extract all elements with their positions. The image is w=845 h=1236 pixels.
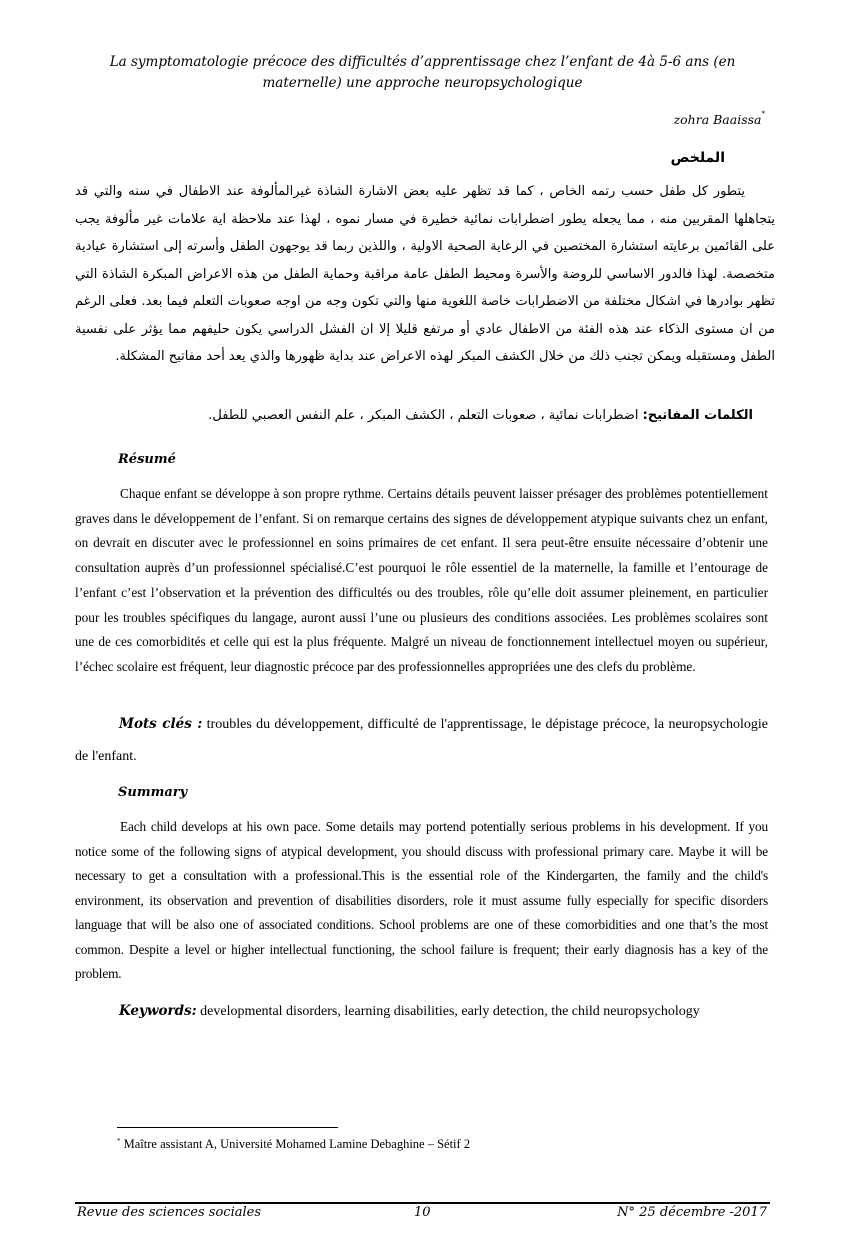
footnote-mark: * <box>117 1137 121 1145</box>
footnote-text: Maître assistant A, Université Mohamed Lamine Debaghine – Sétif 2 <box>120 1137 471 1151</box>
arabic-abstract-heading: الملخص <box>670 150 725 166</box>
english-keywords-label: Keywords: <box>119 1003 197 1019</box>
footnote-divider <box>117 1127 338 1128</box>
author-footnote-mark: * <box>761 110 765 118</box>
footer-issue: N° 25 décembre -2017 <box>617 1205 767 1220</box>
author-name-text: zohra Baaissa <box>673 112 762 127</box>
author-name <box>674 112 765 127</box>
french-abstract-heading: Résumé <box>118 452 176 467</box>
english-keywords-text: developmental disorders, learning disabilities, early detection, the child neuropsychology <box>196 1004 700 1019</box>
arabic-keywords <box>208 408 753 423</box>
arabic-keywords-text: اضطرابات نمائية ، صعوبات التعلم ، الكشف المبكر ، علم النفس العصبي للطفل. <box>208 408 643 423</box>
english-keywords <box>75 995 768 1028</box>
french-keywords-label: Mots clés : <box>119 716 203 732</box>
english-abstract-body: Each child develops at his own pace. Some details may portend potentially serious problems in his development. If you notice some of the following signs of atypical development, you should discuss with professional primary care. Maybe it will be necessary to get a consultation with a professional.This is the essential role of the Kindergarten, the family and the child's environment, its observation and prevention of disabilities disorders, role it must assume fully especially for specific disorders language that will be also one of associated conditions. School problems are one of these comorbidities and one that’s the most common. Despite a level or higher intellectual functioning, the school failure is frequent; their early diagnosis has a key of the problem. <box>75 819 768 981</box>
footnote <box>117 1137 470 1152</box>
paper-title: La symptomatologie précoce des difficultés d’apprentissage chez l’enfant de 4à 5-6 ans (en maternelle) une approche neuropsychologique <box>109 54 736 91</box>
footer-divider <box>75 1202 770 1204</box>
english-abstract-heading: Summary <box>118 785 188 800</box>
french-keywords <box>75 708 768 773</box>
arabic-abstract-body: يتطور كل طفل حسب رتمه الخاص ، كما قد تظهر عليه بعض الاشارة الشاذة غيرالمألوفة عند الاطفال في سنه والتي قد يتجاهلها المقربين منه ، مما يجعله يطور اضطرابات نمائية خطيرة في مسار نموه ، لهذا عند ملاحظة اية علامات غير مألوفة يجب على القائمين برعايته استشارة المختصين في الرعاية الصحية الاولية ، واللذين ربما قد يوجهون الطفل وأسرته إلى استشارة عيادية متخصصة. لهذا فالدور الاساسي للروضة والأسرة ومحيط الطفل عامة مراقبة وحماية الطفل من هذه الاعراض المبكرة الشاذة التي تظهر بوادرها في اشكال مختلفة من الاضطرابات خاصة اللغوية منها والتي تكون وجه من اوجه صعوبات التعلم فيما بعد. فعلى الرغم من ان مستوى الذكاء عند هذه الفئة من الاطفال عادي أو مرتفع قليلا إلا ان الفشل الدراسي يكون حليفهم مما يؤثر على نفسية الطفل ومستقبله ويمكن تجنب ذلك من خلال الكشف المبكر لهذه الاعراض عند بداية ظهورها والذي يعد أحد مفاتيح المشكلة. <box>75 184 775 364</box>
footer-page-number: 10 <box>414 1205 431 1220</box>
french-abstract-body: Chaque enfant se développe à son propre rythme. Certains détails peuvent laisser présager des problèmes potentiellement graves dans le développement de l’enfant. Si on remarque certains des signes de développement atypique suivants chez un enfant, on devrait en discuter avec le professionnel en soins primaires de cet enfant. Il sera peut-être ensuite nécessaire d’obtenir une consultation auprès d’un professionnel spécialisé.C’est pourquoi le rôle essentiel de la maternelle, la famille et l’entourage de l’enfant c’est l’observation et la prévention des difficultés ou des troubles, rôle qu’elle doit assumer pleinement, en particulier pour les troubles spécifiques du langage, auront aussi l’une ou plusieurs des conditions associées. Les problèmes scolaires sont une de ces comorbidités et celle qui est la plus fréquente. Malgré un niveau de fonctionnement intellectuel moyen ou supérieur, l’échec scolaire est fréquent, leur diagnostic précoce par des professionnelles appropriées une des clefs du problème. <box>75 486 768 674</box>
arabic-keywords-label: الكلمات المفاتيح: <box>642 408 753 423</box>
footer-journal-name: Revue des sciences sociales <box>77 1205 262 1220</box>
french-keywords-text: troubles du développement, difficulté de l'apprentissage, le dépistage précoce, la neuropsychologie de l'enfant. <box>75 717 768 764</box>
